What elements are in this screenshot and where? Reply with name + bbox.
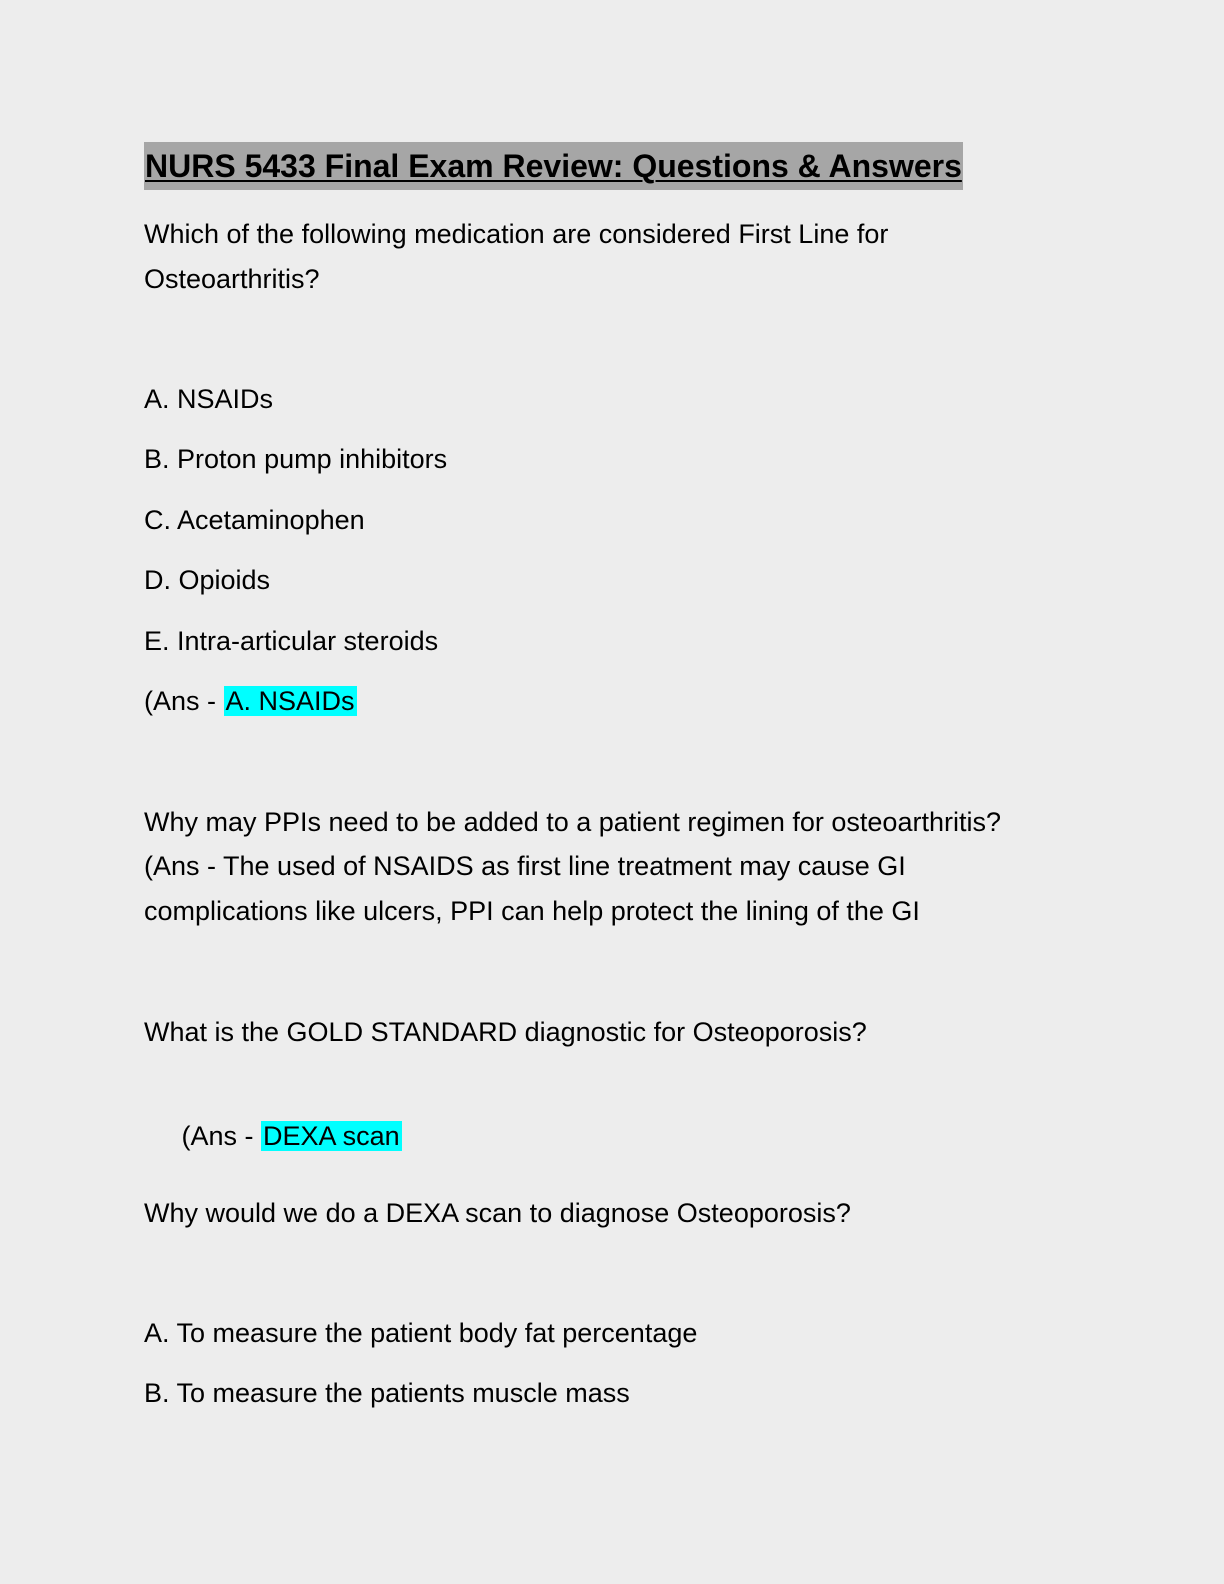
q1-option-e: E. Intra-articular steroids <box>144 626 439 656</box>
q1-option-c: C. Acetaminophen <box>144 505 365 535</box>
q2-answer-line1: (Ans - The used of NSAIDS as first line treatment may cause GI <box>144 851 906 881</box>
q1-question-line1: Which of the following medication are considered First Line for <box>144 219 889 249</box>
document-page <box>144 0 1104 1584</box>
q3-question: What is the GOLD STANDARD diagnostic for Osteoporosis? <box>144 1017 867 1047</box>
q3-answer-prefix: (Ans - <box>174 1121 262 1151</box>
q1-option-a: A. NSAIDs <box>144 384 274 414</box>
q2-answer-line2: complications like ulcers, PPI can help protect the lining of the GI <box>144 896 920 926</box>
q1-question-line2: Osteoarthritis? <box>144 264 320 294</box>
page-title: NURS 5433 Final Exam Review: Questions & Answers <box>144 142 963 190</box>
q4-option-b: B. To measure the patients muscle mass <box>144 1378 630 1408</box>
q4-option-a: A. To measure the patient body fat percentage <box>144 1318 698 1348</box>
q4-question: Why would we do a DEXA scan to diagnose Osteoporosis? <box>144 1198 851 1228</box>
q1-answer-prefix: (Ans - <box>144 686 224 716</box>
q1-answer-line <box>144 679 357 723</box>
q1-option-d: D. Opioids <box>144 565 271 595</box>
q2-question: Why may PPIs need to be added to a patient regimen for osteoarthritis? <box>144 807 1001 837</box>
q1-option-b: B. Proton pump inhibitors <box>144 444 448 474</box>
q1-answer-highlight: A. NSAIDs <box>225 686 355 716</box>
q3-answer-highlight: DEXA scan <box>263 1121 400 1151</box>
q3-answer-line <box>144 1070 402 1202</box>
